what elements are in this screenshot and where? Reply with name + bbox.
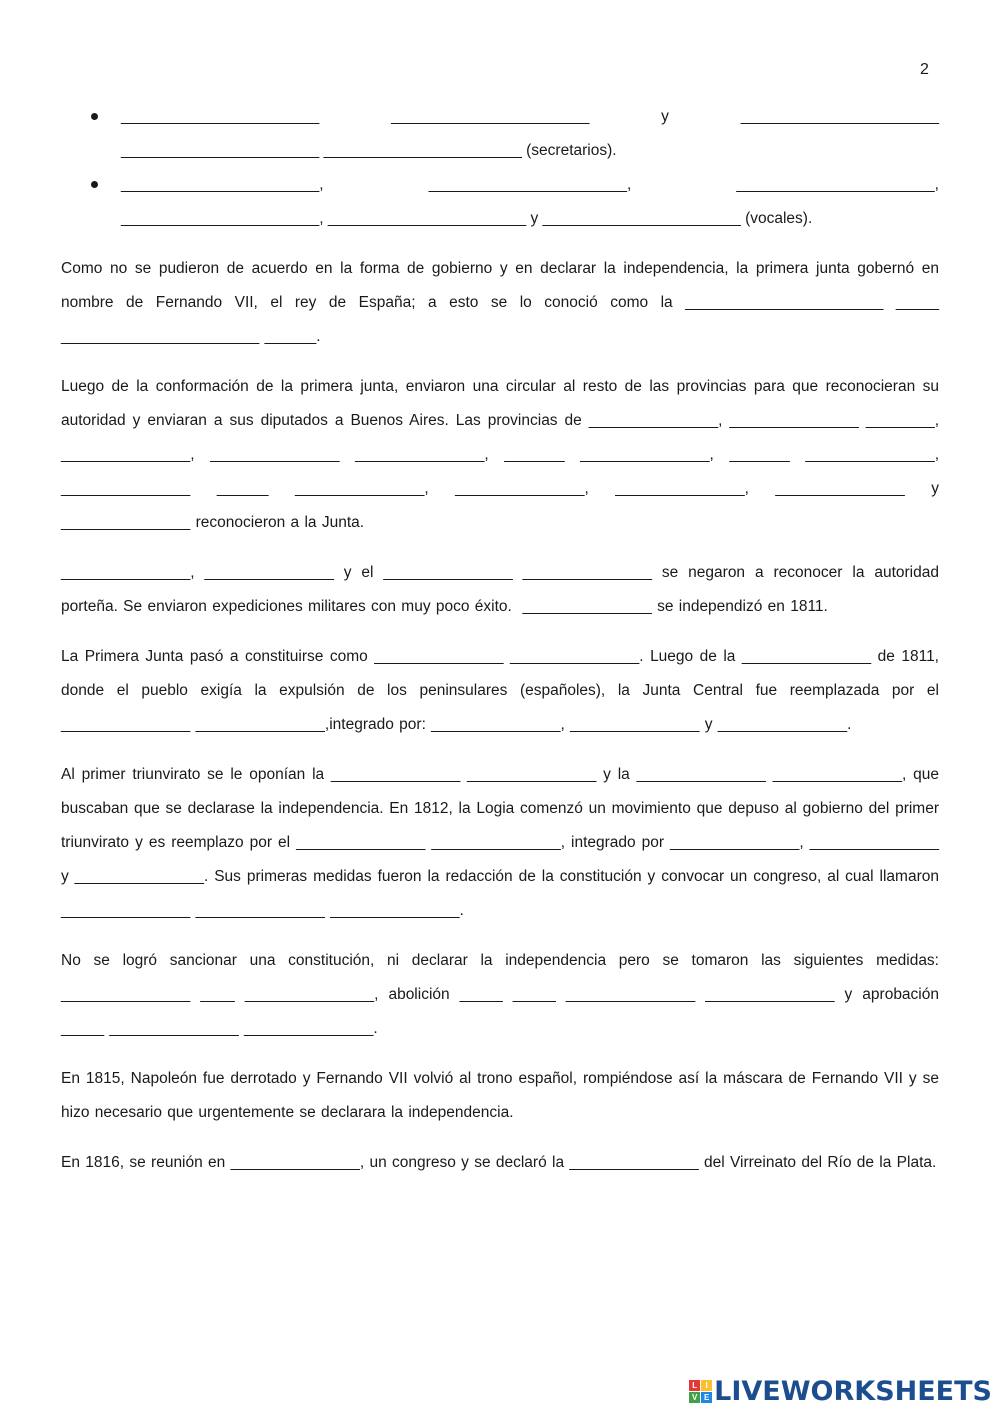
logo-tile: E bbox=[701, 1392, 712, 1403]
logo-text: LIVEWORKSHEETS bbox=[714, 1376, 992, 1407]
paragraph-segundo-triunvirato: Al primer triunvirato se le oponían la _______________ _______________ y la _______________ _______________, que buscaban que se declarase la independencia. En 1812, la Logia comenzó un movimiento que depuso al gobierno del primer triunvirato y es reemplazo por el _______________ _______________, integrado por _______________, _______________ y _______________. Sus primeras medidas fueron la redacción de la constitución y convocar un congreso, al cual llamaron _______________ _______________ _______________. bbox=[61, 766, 945, 919]
paragraph-medidas: No se logró sancionar una constitución, ni declarar la independencia pero se tomaron las siguientes medidas: _______________ ____ _______________, abolición _____ _____ _______________ _______________ y aprobación _____ _______________ _______________. bbox=[61, 952, 945, 1037]
paragraph-junta-fernando: Como no se pudieron de acuerdo en la forma de gobierno y en declarar la independencia, la primera junta gobernó en nombre de Fernando VII, el rey de España; a esto se lo conoció como la _______________________ _____ _______________________ ______. bbox=[61, 260, 945, 345]
paragraph-congreso-1816: En 1816, se reunión en _______________, un congreso y se declaró la _______________ del Virreinato del Río de la Plata. bbox=[61, 1154, 937, 1171]
bullet-line-2: _______________________ _______________________ (secretarios). bbox=[121, 142, 617, 159]
bullet-line-1 bbox=[121, 168, 939, 202]
blank[interactable]: _______________________ bbox=[121, 108, 320, 125]
logo-icon bbox=[689, 1380, 712, 1403]
bullet-line-1 bbox=[121, 100, 939, 134]
logo-tile: L bbox=[689, 1380, 700, 1391]
logo-tile: V bbox=[689, 1392, 700, 1403]
blank[interactable]: _______________________, bbox=[736, 176, 939, 193]
blank[interactable]: _______________________ bbox=[391, 108, 590, 125]
blank[interactable]: _______________________, bbox=[428, 176, 632, 193]
list-item bbox=[61, 100, 939, 168]
paragraph-circular-provincias: Luego de la conformación de la primera junta, enviaron una circular al resto de las provincias para que reconocieran su autoridad y enviaran a sus diputados a Buenos Aires. Las provincias de _______________, _______________ ________, _______________, _______________ _______________, _______ _______________, _______ _______________, _______________ ______ _______________, _______________, _______________, _______________ y _______________ reconocieron a la Junta. bbox=[61, 378, 945, 531]
blank[interactable]: _______________________, bbox=[121, 176, 324, 193]
list-item bbox=[61, 168, 939, 236]
bullet-list bbox=[61, 100, 939, 236]
logo-tile: I bbox=[701, 1380, 712, 1391]
blank[interactable]: _______________________ bbox=[740, 108, 939, 125]
paragraph-primer-triunvirato: La Primera Junta pasó a constituirse como _______________ _______________. Luego de la _______________ de 1811, donde el pueblo exigía la expulsión de los peninsulares (españoles), la Junta Central fue reemplazada por el _______________ _______________,integrado por: _______________, _______________ y _______________. bbox=[61, 648, 945, 733]
paragraph-napoleon: En 1815, Napoleón fue derrotado y Fernando VII volvió al trono español, rompiéndose así la máscara de Fernando VII y se hizo necesario que urgentemente se declarara la independencia. bbox=[61, 1070, 945, 1121]
bullet-line-2: _______________________, _______________________ y _______________________ (vocales). bbox=[121, 210, 813, 227]
conjunction: y bbox=[661, 108, 669, 125]
page-number: 2 bbox=[920, 61, 929, 78]
paragraph-negaron: _______________, _______________ y el _______________ _______________ se negaron a reconocer la autoridad porteña. Se enviaron expediciones militares con muy poco éxito. _______________ se independizó en 1811. bbox=[61, 564, 945, 615]
worksheet-content bbox=[61, 100, 945, 1196]
liveworksheets-logo bbox=[689, 1376, 992, 1407]
